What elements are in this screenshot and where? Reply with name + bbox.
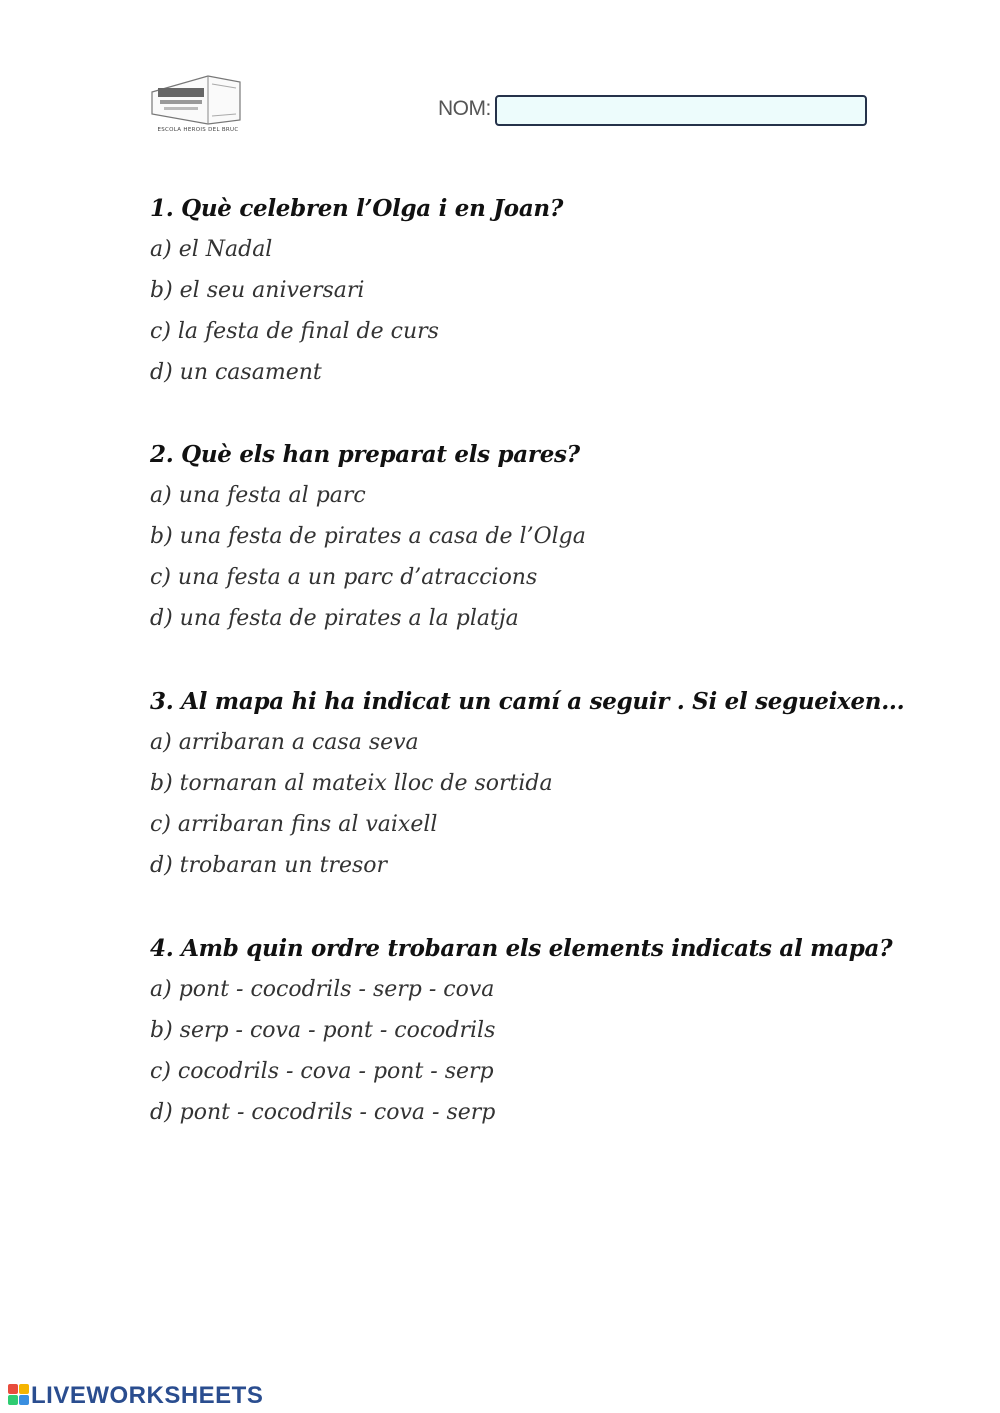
question-title: 2. Què els han preparat els pares?	[150, 441, 580, 468]
school-logo	[148, 70, 248, 136]
answer-option[interactable]: a) una festa al parc	[150, 483, 366, 508]
answer-option[interactable]: c) la festa de final de curs	[150, 319, 439, 344]
answer-option[interactable]: d) trobaran un tresor	[150, 853, 388, 878]
answer-option[interactable]: c) arribaran fins al vaixell	[150, 812, 438, 837]
liveworksheets-brand: LIVEWORKSHEETS	[31, 1382, 264, 1409]
question-title: 3. Al mapa hi ha indicat un camí a seguir . Si el segueixen...	[150, 688, 905, 715]
answer-option[interactable]: d) pont - cocodrils - cova - serp	[150, 1100, 496, 1125]
answer-option[interactable]: b) serp - cova - pont - cocodrils	[150, 1018, 496, 1043]
answer-option[interactable]: a) arribaran a casa seva	[150, 730, 419, 755]
logo-square	[8, 1395, 18, 1405]
question-title: 1. Què celebren l’Olga i en Joan?	[150, 195, 564, 222]
answer-option[interactable]: b) el seu aniversari	[150, 278, 365, 303]
answer-option[interactable]: c) cocodrils - cova - pont - serp	[150, 1059, 494, 1084]
school-name: ESCOLA HEROIS DEL BRUC	[157, 127, 239, 133]
answer-option[interactable]: d) una festa de pirates a la platja	[150, 606, 519, 631]
school-building-icon	[148, 70, 248, 126]
name-input[interactable]	[495, 95, 867, 126]
answer-option[interactable]: d) un casament	[150, 360, 322, 385]
question-title: 4. Amb quin ordre trobaran els elements indicats al mapa?	[150, 935, 893, 962]
answer-option[interactable]: b) tornaran al mateix lloc de sortida	[150, 771, 553, 796]
name-label: NOM:	[438, 97, 491, 120]
question-2	[150, 434, 586, 639]
question-4	[150, 928, 892, 1133]
answer-option[interactable]: a) pont - cocodrils - serp - cova	[150, 977, 495, 1002]
question-3	[150, 681, 904, 886]
liveworksheets-logo-icon	[8, 1384, 30, 1406]
answer-option[interactable]: c) una festa a un parc d’atraccions	[150, 565, 538, 590]
question-1	[150, 188, 563, 393]
answer-option[interactable]: a) el Nadal	[150, 237, 273, 262]
logo-square	[19, 1395, 29, 1405]
logo-square	[19, 1384, 29, 1394]
answer-option[interactable]: b) una festa de pirates a casa de l’Olga	[150, 524, 586, 549]
logo-square	[8, 1384, 18, 1394]
